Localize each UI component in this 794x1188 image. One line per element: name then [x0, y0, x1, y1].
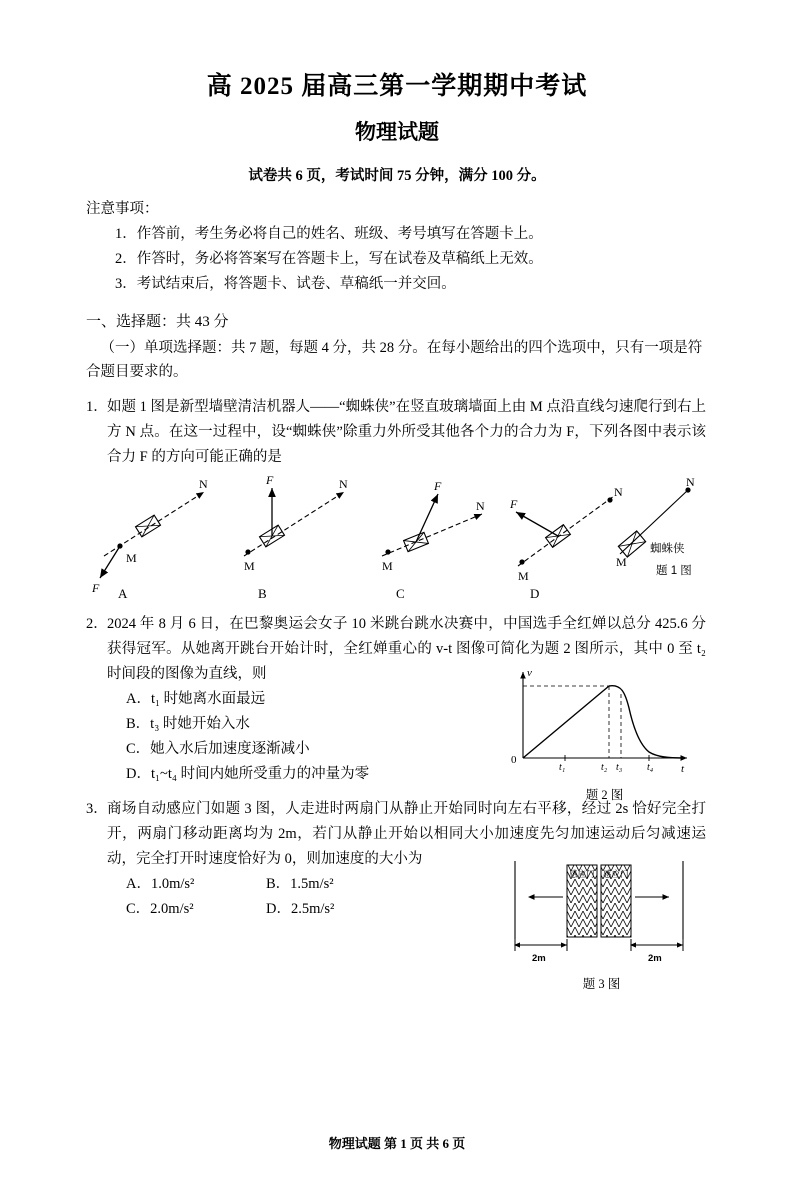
question-2-option-c: C．她入水后加速度逐渐减小: [126, 740, 310, 757]
svg-text:t: t: [681, 763, 685, 776]
svg-text:D: D: [530, 586, 540, 601]
question-3: [86, 797, 706, 991]
question-1-text: 如题 1 图是新型墙壁清洁机器人——“蜘蛛侠”在竖直玻璃墙面上由 M 点沿直线匀速爬行到右上方 N 点。在这一过程中，设“蜘蛛侠”除重力外所受其他各个力的合力为 F，下列各图中表示该合力 F 的方向可能正确的是: [107, 399, 706, 466]
notice-item: 3．考试结束后，将答题卡、试卷、草稿纸一并交回。: [115, 275, 456, 292]
svg-text:M: M: [244, 559, 255, 574]
figure-3-caption: 题 3 图: [582, 976, 621, 991]
question-2-option-a: A．t₁ 时她离水面最远: [126, 691, 266, 708]
question-3-number: 3．: [86, 800, 108, 817]
svg-text:N: N: [199, 477, 208, 492]
question-3-figure: [499, 855, 704, 995]
question-3-option-c: C．2.0m/s²: [126, 900, 194, 917]
notice-heading: 注意事项：: [86, 201, 159, 217]
svg-text:F: F: [266, 474, 274, 488]
svg-text:F: F: [434, 479, 442, 494]
svg-text:t₃: t₃: [616, 762, 623, 774]
figure-1-svg: [86, 474, 706, 600]
svg-text:感应门: 感应门: [603, 868, 629, 879]
question-3-option-a: A．1.0m/s²: [126, 875, 195, 892]
figure-3-svg: [499, 855, 699, 965]
svg-text:感应门: 感应门: [569, 868, 595, 879]
exam-info: 试卷共 6 页，考试时间 75 分钟，满分 100 分。: [248, 168, 546, 184]
question-1-figure: [86, 474, 706, 602]
svg-text:N: N: [339, 477, 348, 492]
svg-text:F: F: [92, 581, 100, 596]
question-2-option-b: B．t₃ 时她开始入水: [126, 715, 250, 732]
svg-text:N: N: [476, 499, 485, 514]
question-2: [86, 612, 706, 803]
svg-text:B: B: [258, 586, 267, 601]
question-3-option-d: D．2.5m/s²: [266, 900, 335, 917]
svg-text:t₄: t₄: [647, 762, 654, 774]
svg-text:M: M: [126, 551, 137, 566]
exam-paper-page: [0, 66, 794, 1188]
svg-text:2m: 2m: [648, 952, 662, 964]
svg-text:F: F: [510, 497, 518, 512]
question-2-figure: [497, 664, 712, 806]
svg-text:2m: 2m: [532, 952, 546, 964]
svg-text:M: M: [382, 559, 393, 574]
question-3-option-b: B．1.5m/s²: [266, 875, 334, 892]
svg-text:0: 0: [511, 754, 517, 767]
question-2-number: 2．: [86, 616, 108, 633]
question-3-text: 商场自动感应门如题 3 图，人走进时两扇门从静止开始同时向左右平移，经过 2s 恰好完全打开，两扇门移动距离均为 2m，若门从静止开始以相同大小加速度先匀加速运动后匀减速运动，完全打开时速度恰好为 0，则加速度的大小为: [107, 800, 706, 867]
svg-text:M: M: [616, 555, 627, 570]
notice-item: 1．作答前，考生务必将自己的姓名、班级、考号填写在答题卡上。: [115, 225, 543, 242]
figure-2-svg: [497, 664, 709, 776]
svg-text:t₁: t₁: [559, 762, 566, 774]
svg-text:题 1 图: 题 1 图: [656, 565, 692, 578]
page-title: 高 2025 届高三第一学期期中考试: [206, 73, 588, 100]
svg-text:N: N: [614, 485, 623, 500]
figure-2-caption: 题 2 图: [585, 788, 624, 803]
svg-text:M: M: [518, 569, 529, 584]
section-subheading: （一）单项选择题：共 7 题，每题 4 分，共 28 分。在每小题给出的四个选项中，只有一项是符合题目要求的。: [86, 339, 703, 381]
question-1-number: 1．: [86, 399, 108, 416]
svg-text:A: A: [118, 586, 128, 601]
question-2-option-d: D．t₁~t₄ 时间内她所受重力的冲量为零: [126, 765, 370, 782]
question-1: [86, 395, 706, 470]
page-subtitle: 物理试题: [355, 120, 439, 144]
section-heading: 一、选择题：共 43 分: [86, 313, 229, 330]
svg-text:C: C: [396, 586, 405, 601]
svg-text:v: v: [527, 667, 532, 680]
question-2-text: 2024 年 8 月 6 日，在巴黎奥运会女子 10 米跳台跳水决赛中，中国选手全红婵以总分 425.6 分获得冠军。从她离开跳台开始计时，全红婵重心的 v-t 图像可简化为题 2 图所示，其中 0 至 t₂ 时间段的图像为直线，则: [107, 616, 706, 683]
svg-text:蜘蛛侠: 蜘蛛侠: [650, 543, 685, 556]
document-body: [86, 197, 706, 991]
svg-text:N: N: [686, 475, 695, 490]
page-footer: 物理试题 第 1 页 共 6 页: [328, 1136, 466, 1151]
notice-item: 2．作答时，务必将答案写在答题卡上，写在试卷及草稿纸上无效。: [115, 250, 543, 267]
svg-text:t₂: t₂: [601, 762, 608, 774]
